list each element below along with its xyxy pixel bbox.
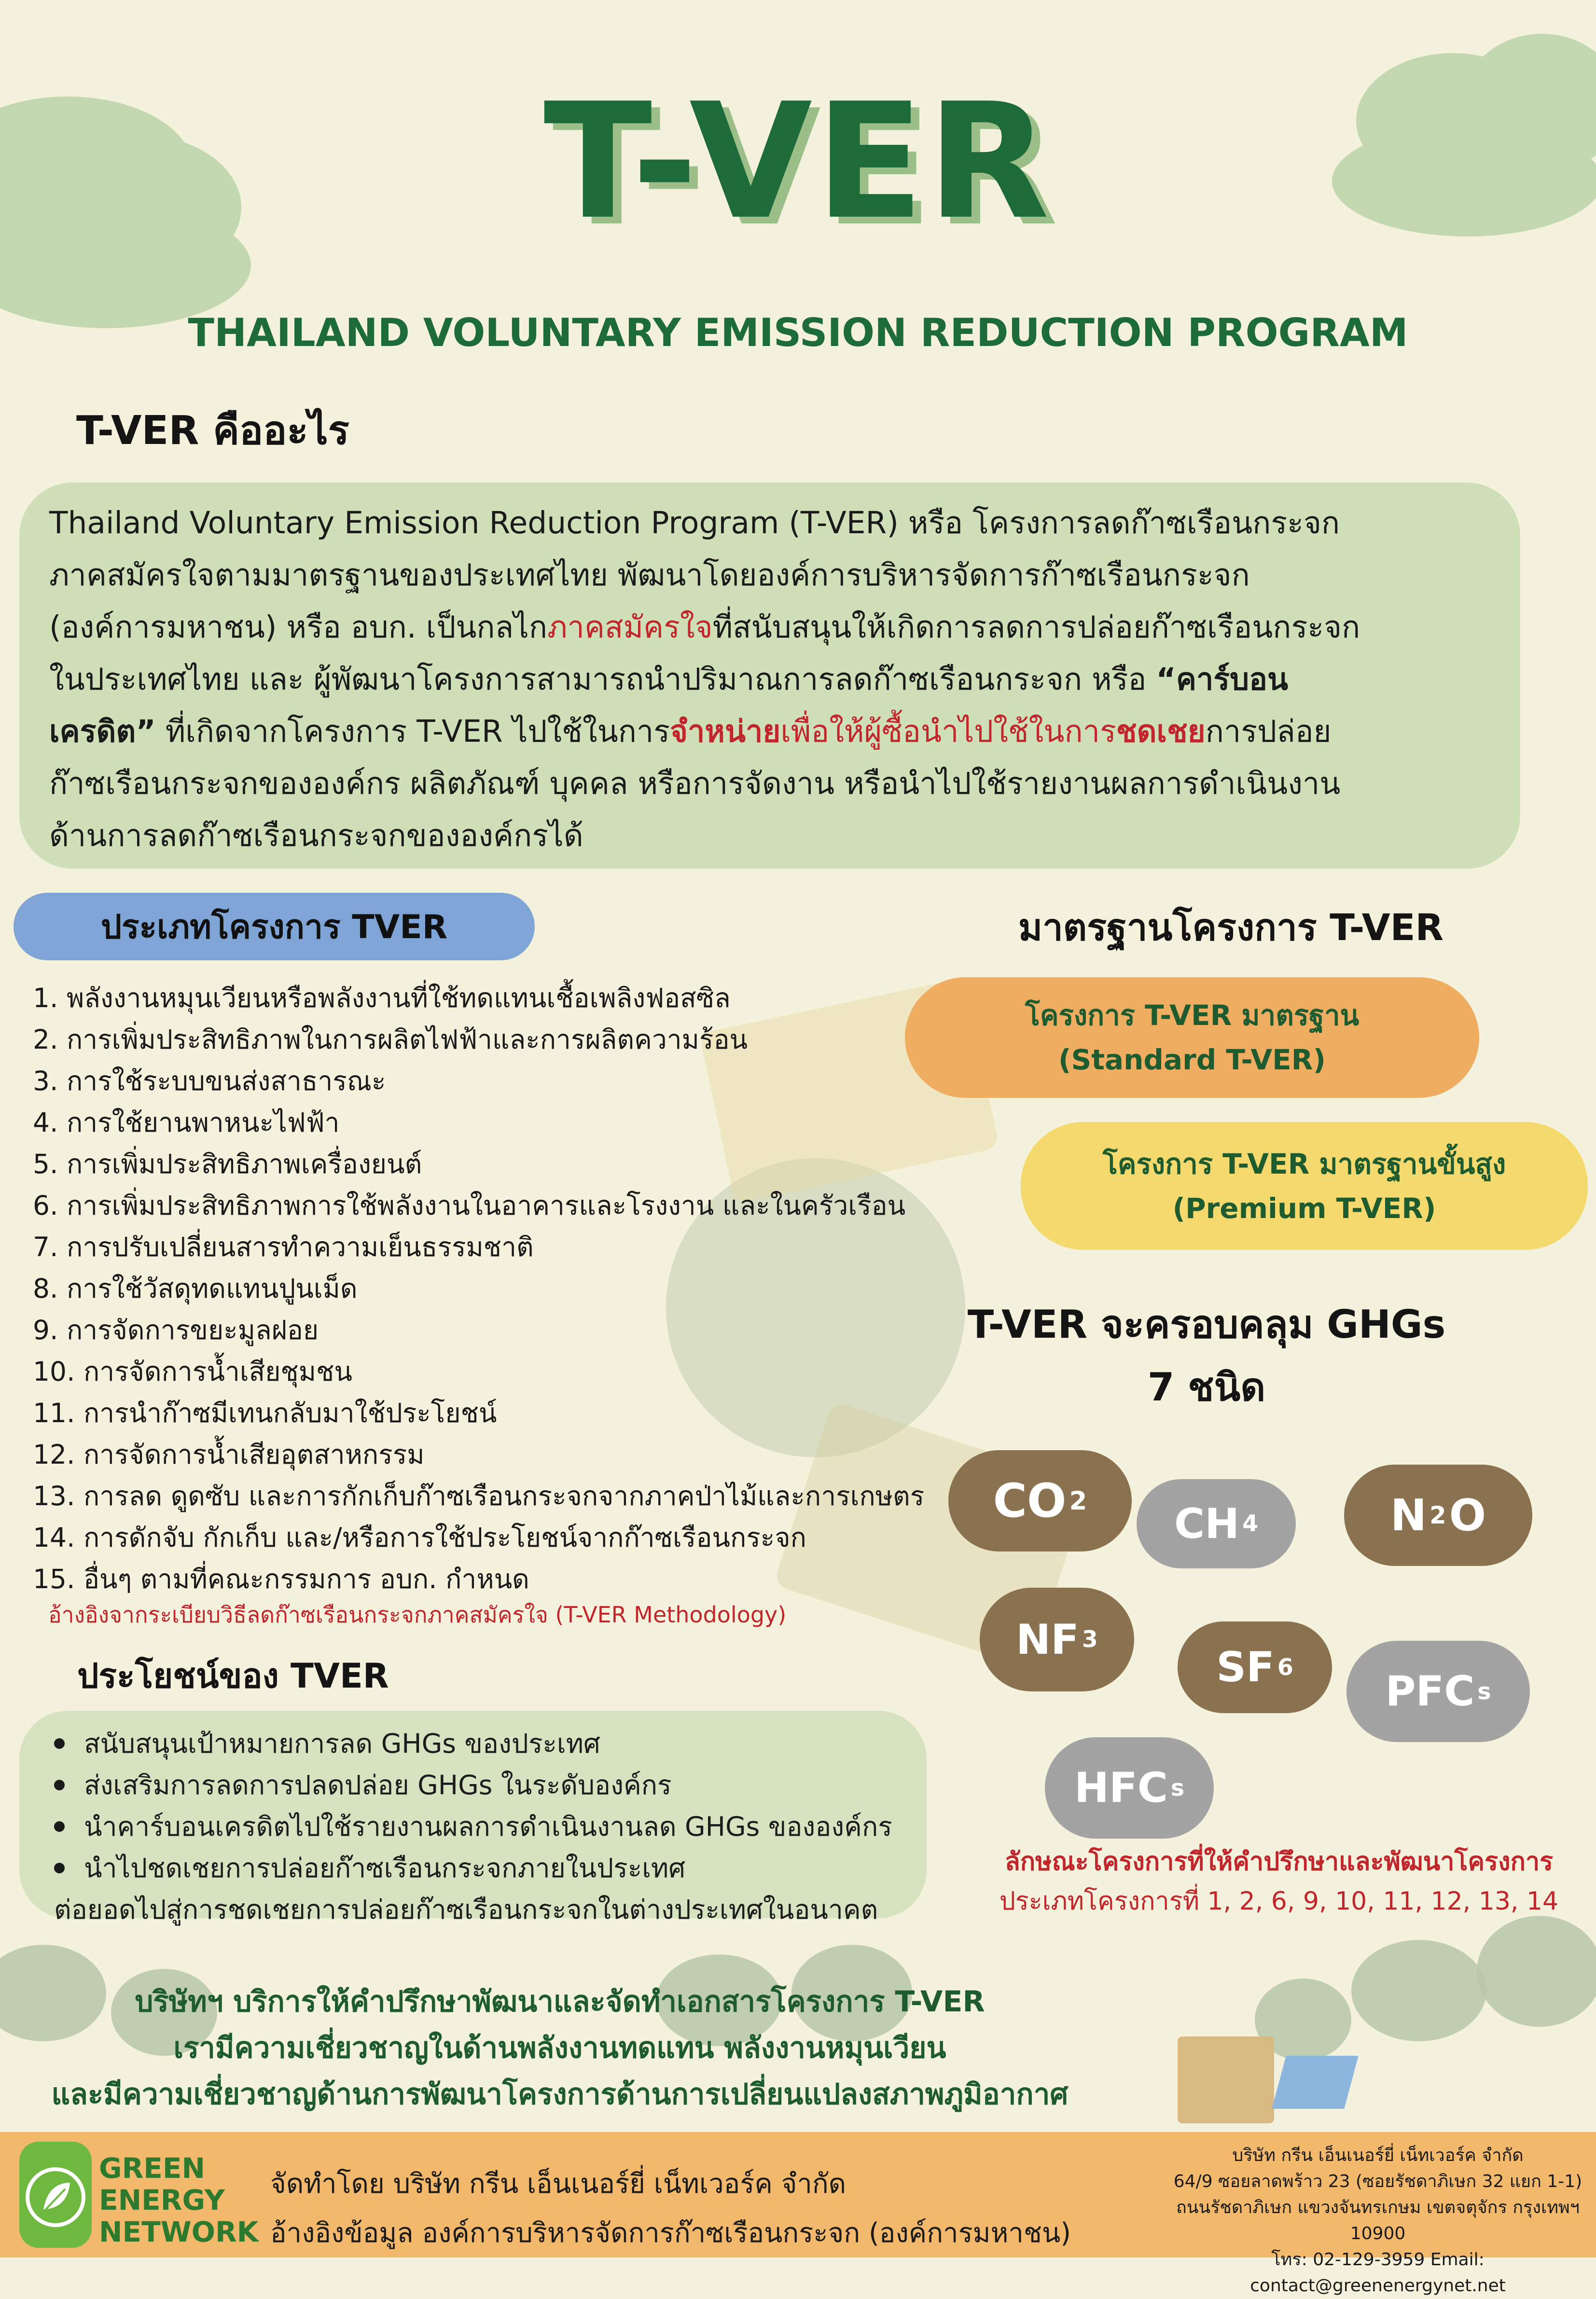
- intro-text: ที่เกิดจากโครงการ T-VER ไปใช้ในการ: [155, 714, 670, 749]
- bullet-icon: [54, 1780, 65, 1790]
- benefit-continuation: ต่อยอดไปสู่การชดเชยการปล่อยก๊าซเรือนกระจกในต่างประเทศในอนาคต: [54, 1894, 878, 1925]
- intro-box: [19, 483, 1520, 869]
- solar-panel-illustration: [1272, 2056, 1358, 2109]
- benefit-text: ส่งเสริมการลดการปลดปล่อย GHGs ในระดับองค์กร: [84, 1770, 672, 1800]
- address-line: 64/9 ซอยลาดพร้าว 23 (ซอยรัชดาภิเษก 32 แยก 1-1): [1173, 2172, 1582, 2191]
- gas-subscript: s: [1477, 1678, 1491, 1705]
- co2-cloud: [948, 1450, 1132, 1551]
- hfcs-cloud: [1045, 1737, 1214, 1839]
- footer-address: [1173, 2143, 1583, 2299]
- gas-subscript: 4: [1242, 1510, 1258, 1537]
- project-type-item: 15. อื่นๆ ตามที่คณะกรรมการ อบก. กำหนด: [33, 1564, 529, 1594]
- sf6-cloud: [1178, 1621, 1332, 1713]
- ghg-heading: [917, 1293, 1496, 1419]
- benefit-text: นำคาร์บอนเครดิตไปใช้รายงานผลการดำเนินงานลด GHGs ขององค์กร: [84, 1811, 892, 1842]
- standard-tver-pill: [905, 977, 1479, 1098]
- consult-title: ลักษณะโครงการที่ให้คำปรึกษาและพัฒนาโครงการ: [1004, 1847, 1554, 1876]
- project-type-item: 13. การลด ดูดซับ และการกักเก็บก๊าซเรือนกระจกจากภาคป่าไม้และการเกษตร: [33, 1481, 925, 1511]
- gas-subscript: 3: [1082, 1626, 1098, 1653]
- service-line2: เรามีความเชี่ยวชาญในด้านพลังงานทดแทน พลังงานหมุนเวียน: [173, 2031, 946, 2065]
- project-type-item: 2. การเพิ่มประสิทธิภาพในการผลิตไฟฟ้าและการผลิตความร้อน: [33, 1024, 748, 1055]
- project-type-item: 10. การจัดการน้ำเสียชุมชน: [33, 1356, 352, 1387]
- gas-formula: SF: [1216, 1643, 1275, 1691]
- project-type-item: 1. พลังงานหมุนเวียนหรือพลังงานที่ใช้ทดแทนเชื้อเพลิงฟอสซิล: [33, 983, 731, 1013]
- highlight-voluntary: ภาคสมัครใจ: [547, 609, 713, 645]
- brand-line: ENERGY: [99, 2184, 225, 2216]
- intro-line: ภาคสมัครใจตามมาตรฐานของประเทศไทย พัฒนาโดยองค์การบริหารจัดการก๊าซเรือนกระจก: [49, 557, 1250, 593]
- gas-formula: PFC: [1385, 1667, 1475, 1716]
- benefit-item: [54, 1723, 927, 1764]
- gas-subscript: 2: [1429, 1501, 1446, 1529]
- project-type-item: 7. การปรับเปลี่ยนสารทำความเย็นธรรมชาติ: [33, 1232, 534, 1262]
- brand-name: [99, 2152, 259, 2248]
- methodology-reference: อ้างอิงจากระเบียบวิธีลดก๊าซเรือนกระจกภาคสมัครใจ (T-VER Methodology): [48, 1602, 787, 1628]
- premium-tver-pill: [1021, 1122, 1588, 1250]
- intro-line: [49, 601, 1491, 653]
- page-title: T-VER: [543, 69, 1053, 254]
- benefits-heading: ประโยชน์ของ TVER: [77, 1656, 389, 1696]
- highlight-carbon-credit: “คาร์บอน: [1156, 662, 1289, 697]
- service-line1: บริษัทฯ บริการให้คำปรึกษาพัฒนาและจัดทำเอกสารโครงการ T-VER: [135, 1985, 985, 2019]
- address-line: ถนนรัชดาภิเษก แขวงจันทรเกษม เขตจตุจักร กรุงเทพฯ 10900: [1176, 2198, 1580, 2244]
- project-type-item: 3. การใช้ระบบขนส่งสาธารณะ: [33, 1066, 386, 1096]
- ghg-heading-line1: T-VER จะครอบคลุม GHGs: [967, 1302, 1446, 1347]
- data-source: อ้างอิงข้อมูล องค์การบริหารจัดการก๊าซเรือนกระจก (องค์การมหาชน): [270, 2217, 1071, 2249]
- benefit-item: [54, 1847, 927, 1889]
- project-type-item: 11. การนำก๊าซมีเทนกลับมาใช้ประโยชน์: [33, 1398, 497, 1428]
- standards-heading: มาตรฐานโครงการ T-VER: [1018, 906, 1444, 949]
- intro-line: [49, 653, 1491, 706]
- standard-tver-sublabel: (Standard T-VER): [1058, 1043, 1326, 1076]
- bullet-icon: [54, 1863, 65, 1873]
- highlight-carbon-credit: เครดิต”: [49, 714, 156, 749]
- n2o-cloud: [1344, 1465, 1532, 1566]
- gas-subscript: 2: [1069, 1486, 1087, 1516]
- project-type-item: 8. การใช้วัสดุทดแทนปูนเม็ด: [33, 1273, 358, 1304]
- gas-formula-tail: O: [1449, 1490, 1486, 1541]
- benefits-box: [19, 1711, 927, 1925]
- benefit-text: นำไปชดเชยการปล่อยก๊าซเรือนกระจกภายในประเทศ: [84, 1853, 686, 1884]
- ch4-cloud: [1137, 1479, 1296, 1568]
- intro-text: ที่สนับสนุนให้เกิดการลดการปล่อยก๊าซเรือนกระจก: [712, 609, 1360, 645]
- bullet-icon: [54, 1738, 65, 1749]
- intro-line: ด้านการลดก๊าซเรือนกระจกขององค์กรได้: [49, 818, 583, 853]
- project-type-item: 6. การเพิ่มประสิทธิภาพการใช้พลังงานในอาคารและโรงงาน และในครัวเรือน: [33, 1190, 906, 1221]
- gas-subscript: s: [1170, 1774, 1184, 1801]
- company-name: บริษัท กรีน เอ็นเนอร์ยี่ เน็ทเวอร์ค จำกัด: [1232, 2146, 1524, 2165]
- benefit-item: [54, 1806, 927, 1847]
- contact-line: โทร: 02-129-3959 Email: contact@greenenergynet.net: [1250, 2250, 1506, 2296]
- project-type-item: 5. การเพิ่มประสิทธิภาพเครื่องยนต์: [33, 1149, 422, 1179]
- service-line3: และมีความเชี่ยวชาญด้านการพัฒนาโครงการด้านการเปลี่ยนแปลงสภาพภูมิอากาศ: [51, 2077, 1069, 2111]
- ghg-heading-line2: 7 ชนิด: [1147, 1365, 1266, 1410]
- premium-tver-label: โครงการ T-VER มาตรฐานขั้นสูง: [1102, 1147, 1506, 1180]
- company-service-block: [0, 1979, 1120, 2118]
- gas-formula: CO: [993, 1474, 1067, 1528]
- consult-types: ประเภทโครงการที่ 1, 2, 6, 9, 10, 11, 12, 13, 14: [999, 1887, 1559, 1916]
- leaf-logo-icon: [19, 2142, 92, 2248]
- intro-line: ก๊าซเรือนกระจกขององค์กร ผลิตภัณฑ์ บุคคล หรือการจัดงาน หรือนำไปใช้รายงานผลการดำเนินงาน: [49, 766, 1341, 801]
- gas-formula: NF: [1016, 1615, 1079, 1664]
- tree-decoration: [1351, 1940, 1486, 2041]
- project-type-item: 12. การจัดการน้ำเสียอุตสาหกรรม: [33, 1439, 425, 1470]
- brand-line: NETWORK: [99, 2216, 259, 2248]
- intro-line: [49, 706, 1491, 758]
- intro-line: Thailand Voluntary Emission Reduction Program (T-VER) หรือ โครงการลดก๊าซเรือนกระจก: [49, 505, 1340, 540]
- made-by: จัดทำโดย บริษัท กรีน เอ็นเนอร์ยี่ เน็ทเวอร์ค จำกัด: [270, 2168, 847, 2200]
- tree-decoration: [1477, 1916, 1596, 2027]
- seedling-box-illustration: [1178, 2036, 1274, 2123]
- project-type-item: 4. การใช้ยานพาหนะไฟฟ้า: [33, 1107, 340, 1138]
- footer-credits: [270, 2160, 1071, 2258]
- project-types-list: [33, 977, 924, 1600]
- gas-formula: HFC: [1074, 1764, 1168, 1812]
- benefit-text: สนับสนุนเป้าหมายการลด GHGs ของประเทศ: [84, 1728, 600, 1759]
- brand-line: GREEN: [99, 2152, 206, 2185]
- intro-text: (องค์การมหาชน) หรือ อบก. เป็นกลไก: [49, 609, 547, 645]
- intro-text-red: เพื่อให้ผู้ซื้อนำไปใช้ในการ: [780, 714, 1116, 749]
- pfcs-cloud: [1346, 1641, 1530, 1742]
- page-subtitle: THAILAND VOLUNTARY EMISSION REDUCTION PROGRAM: [188, 310, 1408, 355]
- nf3-cloud: [980, 1588, 1134, 1691]
- gas-formula: CH: [1174, 1499, 1240, 1548]
- bullet-icon: [54, 1821, 65, 1832]
- intro-text: การปล่อย: [1205, 714, 1332, 749]
- project-types-heading: ประเภทโครงการ TVER: [14, 893, 535, 960]
- project-type-item: 14. การดักจับ กักเก็บ และ/หรือการใช้ประโยชน์จากก๊าซเรือนกระจก: [33, 1522, 806, 1553]
- benefit-item: [54, 1764, 927, 1806]
- project-type-item: 9. การจัดการขยะมูลฝอย: [33, 1315, 319, 1345]
- highlight-sell: จำหน่าย: [670, 714, 781, 749]
- premium-tver-sublabel: (Premium T-VER): [1172, 1191, 1436, 1225]
- intro-heading: T-VER คืออะไร: [76, 408, 349, 454]
- standard-tver-label: โครงการ T-VER มาตรฐาน: [1025, 999, 1360, 1032]
- gas-subscript: 6: [1277, 1654, 1293, 1681]
- intro-text: ในประเทศไทย และ ผู้พัฒนาโครงการสามารถนำปริมาณการลดก๊าซเรือนกระจก หรือ: [49, 662, 1156, 697]
- highlight-offset: ชดเชย: [1116, 714, 1206, 749]
- gas-formula: N: [1390, 1490, 1427, 1541]
